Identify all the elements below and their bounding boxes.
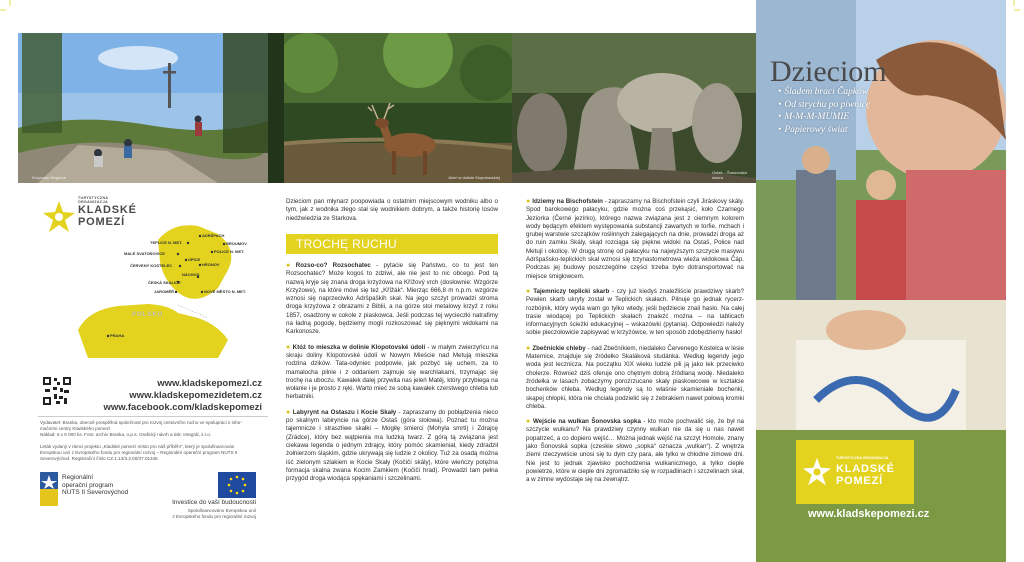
imprint-line: Leták vydaný v rámci projektu „Kladské pomezí místo pro náš příběh!“, který je spolufinancován (40, 444, 235, 449)
map-place-skalice: ČESKÁ SKALICE (148, 280, 181, 285)
bullet-icon: ● (526, 287, 532, 295)
eu-invest-text: Investice do vaší budoucnosti (172, 499, 256, 506)
paragraph-klopotovske (286, 344, 498, 402)
rop-line: operační program (62, 481, 114, 489)
imprint-line: Severovýchod. Registrační číslo CZ.1.13/3.2.00/37.01345 (40, 456, 158, 461)
logo-line1: KLADSKÉ (78, 204, 137, 216)
map-place-nove-mesto: NOVÉ MĚSTO N. MET. (204, 289, 246, 294)
cover-topic-item: • Papierowy świat (778, 124, 870, 137)
photo-rocks (512, 33, 756, 183)
paragraph-text: - czy już kiedyś znaleźliście prawdziwy skarb? Pewien skarb ukryty został w Teplickich skałach. Pilnuje go jednak rycerz-rozbójnik, który wyda wam go tylko wtedy, jeśli będziecie znali hasło. Na całej trasie wiodącej po Teplickich skałach znaleźć można – na tablicach informacyjnych ścieżki edukacyjnej – wskazówki (pytania). Odpowiedzi należy sobie pieczołowicie zapisywać w krzyżówce, w ten sposób zdobędziemy hasło! (526, 287, 744, 337)
rop-logo-icon (40, 472, 58, 506)
rop-line: Regionální (62, 474, 94, 481)
cover-panel (756, 0, 1006, 562)
bullet-icon: ● (526, 344, 531, 352)
section-heading (286, 234, 498, 254)
paragraph-title: Zbečnickie chleby (532, 344, 586, 352)
rmid-text-column (526, 198, 744, 492)
map-place-jaromer: JAROMĚŘ (154, 289, 175, 294)
paragraph-title: Idziemy na Bischofstein (532, 198, 603, 205)
middle-panel (268, 0, 512, 562)
paragraph-title: Rozso-co? Rozsochatec (295, 262, 371, 269)
paragraph-text: - kto może pochwalić się, że był na szczycie wulkanu? Na prawdziwy czynny wulkan nie da się u nas nawet popatrzeć, a co dopiero wejść… Można jednak wejść na szczyt Homole, znany jako Šonovská sopka (czeskie słowo „sopka“ oznacza „wulkan“). Z wnętrza ziemi rzeczywiście unosi się tu dym czy para, ale tylko w chłodne zimowe dni. Nie jest to jednak zjawisko pochodzenia wulkanicznego, a tylko ciepłe powietrze, które w ciepłe dni zgromadziło się w rozpadlinach i szczelinach skał, a w zimne wydostaje się na zewnątrz. (526, 418, 744, 484)
logo-line1: KLADSKÉ (836, 463, 895, 475)
imprint-line: Vydavatel: Branka, obecně prospěšná společnost pro rozvoj cestovního ruchu ve spolupráci s infor- (40, 420, 243, 425)
eu-flag-icon (218, 472, 256, 498)
paragraph-text: - nad Zbečníkiem, niedaleko Červenego Kostelca w lesie Maternice, znajduje się źródełko Skaláková studánka. Według legendy jego woda jest lecznicza. Na początku XIX wieku ludzie pili ją jako lek przeciwko cholerze. Również dziś oferuje ono chętnym dobrą źródlaną wodę. Niedaleko źródełka w lasach zobaczymy porozrzucane skały piaskowcowe w kształcie bochenków chleba. Według legendy są to właśnie skamieniałe bochenki, skąpej chłopki, która nie chciała podzielić się z żebrakiem nawet połową kromki chleba. (526, 344, 744, 410)
paragraph-text: - zapraszamy do pobłądzenia nieco po skalnym labiryncie na górze Ostaš (góra stołowa). Poznać tu można tajemnicze i straszliwe skałki – Mogiłę śmierci (Mohyla smrti) i Zdrajcę (Zrádce), który bez wątpienia ma ludzką twarz. Z górą tą związana jest ciekawa legenda o jednym zdrajcy, który pomóc skamieniał, kiedy zdradził żołnierzom śląskim, gdzie ukrywają się ludzie z okolicy. Tuż za osadą można iść zielonym szlakiem w Kocie Skały (Kočičí skály), które wieńczy potężna formacja skalna zwana Kocim Zamkiem (Kočičí hrad). Prowadzi tam pełna przygód droga wiodąca spękaniami i szczelinami. (286, 408, 499, 483)
crop-mark-icon (1014, 6, 1020, 12)
divider (38, 416, 268, 417)
paragraph-bischofstein (526, 198, 744, 281)
eu-fund-line: Spolufinancováno Evropskou unií (187, 508, 256, 513)
logo-small-text: TURYSTYCZNA ORGANIZACJA (836, 456, 889, 460)
link-kladskepomezidetem[interactable]: www.kladskepomezidetem.cz (129, 390, 262, 401)
paragraph-rozsochatec (286, 262, 498, 337)
map-place-kostelec: ČERVENÝ KOSTELEC (130, 263, 173, 268)
mid-intro: Dzieciom pan młynarz poopowiada o ostatnim miejscowym wodniku albo o tym, jak z wodnika złego stał się wodnikiem dobrym, a także historię losów niedźwiedzia ze Starkova. (286, 198, 498, 222)
cover-title: Dzieciom (770, 55, 887, 88)
link-facebook[interactable]: www.facebook.com/kladskepomezi (103, 402, 262, 413)
imprint-line: Náklad: 5 x 5 000 ks. Foto: archiv Branka, o.p.s. Grafický návrh a tisk: Integrál, s.r.o. (40, 432, 212, 437)
map-place-police: POLICE N. MET. (214, 249, 245, 254)
imprint-line: mačními centry Kladského pomezí (40, 426, 111, 431)
map-poland-label: POLSKO (132, 312, 164, 318)
map-place-nachod: NÁCHOD (182, 272, 200, 277)
cover-web-link[interactable]: www.kladskepomezi.cz (808, 508, 930, 520)
cover-topic-item: • M-M-M-MUMIE (778, 111, 870, 124)
star-logo-icon (802, 457, 832, 487)
eu-fund-line: z Evropského fondu pro regionální rozvoj (172, 514, 256, 519)
imprint-block (40, 420, 266, 462)
photo-caption: Ostaš – Šanovoská dziura (712, 170, 747, 180)
photo-caption: Krzyżowy Wzgórze (32, 175, 67, 180)
paragraph-title: Labyrynt na Ostaszu i Kocie Skały (292, 408, 397, 416)
bullet-icon: ● (286, 343, 291, 351)
paragraph-teplice-treasure (526, 288, 744, 338)
cover-topics-list (778, 86, 870, 136)
paragraph-title: Któż to mieszka w dolinie Klopotovské údolí (292, 343, 426, 351)
paragraph-zbecnik (526, 345, 744, 411)
crop-mark-icon (6, 0, 12, 6)
bullet-icon: ● (526, 198, 531, 205)
cover-logo (796, 440, 914, 504)
bullet-icon: ● (286, 262, 294, 269)
photo-deer (268, 33, 512, 183)
link-kladskepomezi[interactable]: www.kladskepomezi.cz (157, 378, 262, 389)
cover-topic-item: • Śladem braci Čapków (778, 86, 870, 99)
paragraph-text: - pytacie się Państwo, co to jest ten Rozsochatec? Może kogoś to zdziwi, ale nie jest to nic obcego. Pod tą nazwą kryje się znana droga krzyżowa na Křížový vrch (dosłownie: Wzgórze Krzyżowe), na które mówi się też „Křížák“. Mierząc 666,8 m n.p.m. wzgórze wznosi się naprzeciwko Adršpaških skał. Na jego szczyt prowadzi stroma droga krzyżowa z obrazami z Biblii, a na górze stoi metalowy krzyż z roku 1857, osadzony w cokole z piaskowca. Jeśli podczas tej wycieczki natrafimy na ładną pogodę, będziemy mogli rozkoszować się pięknymi widokami na Karkonosze. (286, 262, 498, 336)
paragraph-text: - zapraszamy na Bischofstein czyli Jiráskovy skály. Spod barokowego pałacyku, gdzie można coś przekąsić, koło Czarnego Jeziorka (Černé jezírko), którego nazwa związana jest z ciemnym kolorem wody będącym efektem występowania substancji zawartych w torfie, mchach i grubej warstwie szczątków roślinnych zalegających na dnie, prowadzi droga aż do ruin zamku Skály, skąd rozciąga się piękne widoki na Ostaš, Police nad Metují i okolicę. W drugą stronę od pałacyku na najwyższym szczycie masywu Adršpašsko-teplickich skał wznosi się trzynastometrowa wieża widokowa Čáp. Podczas jej budowy poszczególne części trzeba było dotransportować na miejsce śmigłowcem. (526, 198, 744, 280)
imprint-line: Evropskou unií z Evropského fondu pro regionální rozvoj – Regionální operační program NUTS II (40, 450, 238, 455)
map-place-hronov: HRONOV (202, 262, 220, 267)
left-panel (18, 0, 268, 562)
map-place-praha: PRAHA (110, 333, 125, 338)
map-place-svatonovice: MALÉ SVATOŇOVICE (124, 251, 165, 256)
section-heading-text: TROCHĘ RUCHU (296, 237, 397, 251)
paragraph-text: - w małym zwierzyńcu na skraju doliny Klopotovské údolí w Nowym Mieście nad Metują mieszka rodzina dzików. Tata-odyniec podpowie, jak pozbyć się uchem, za to mamalocha pilnie i z oddaniem zajmuje się warchlakami, trzymając się trochę na uboczu. Kawałek dalej przywita nas jeleń Matěj, który przybiega na wołanie i je prosto z ręki. Warto mieć ze sobą kawałek czerstwego chleba lub herbatniki. (286, 343, 499, 401)
bullet-icon: ● (286, 408, 291, 416)
rop-text (62, 474, 128, 497)
logo-line2: POMEZÍ (78, 216, 125, 228)
region-map (78, 210, 268, 360)
paragraph-title: Tajemniczy teplicki skarb (533, 287, 610, 295)
photo-cross-hill (18, 33, 268, 183)
rop-line: NUTS II Severovýchod (62, 489, 129, 496)
paragraph-ostas (286, 409, 498, 484)
cover-topic-item: • Od strychu po piwnicę (778, 99, 870, 112)
crop-mark-icon (0, 6, 6, 12)
map-place-teplice: TEPLICE N. MET. (150, 240, 183, 245)
logo-line2: POMEZÍ (836, 475, 883, 487)
map-place-upice: ÚPICE (188, 257, 201, 262)
right-middle-panel (512, 0, 756, 562)
qr-code-icon (42, 376, 72, 406)
map-place-broumov: BROUMOV (226, 241, 247, 246)
paragraph-sonovska (526, 418, 744, 484)
mid-text-column (286, 262, 498, 490)
paragraph-title: Wejście na wulkan Šonovska sopka (532, 418, 641, 426)
bullet-icon: ● (526, 418, 531, 426)
logo-small-text: TURYSTYCZNA ORGANIZACJA (78, 196, 109, 204)
photo-caption: Jeleń w dolinie Klopotowskiej (448, 175, 500, 180)
star-logo-icon (42, 200, 76, 234)
map-place-adrspach: ADRŠPACH (202, 233, 225, 238)
